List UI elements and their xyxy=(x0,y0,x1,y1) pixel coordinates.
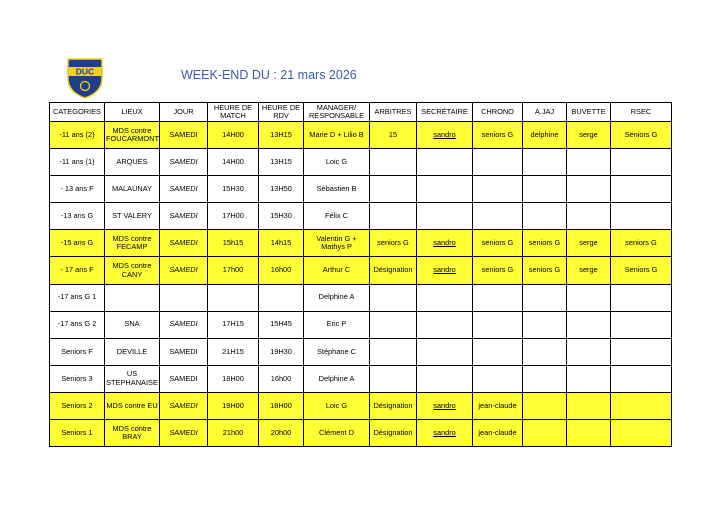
cell-rdv-time: 15H45 xyxy=(259,311,304,338)
cell-day: SAMEDI xyxy=(160,230,208,257)
cell-referees xyxy=(370,176,417,203)
cell-venue: US STEPHANAISE xyxy=(105,365,160,392)
cell-rsec xyxy=(611,311,672,338)
cell-ajaj xyxy=(523,176,567,203)
cell-day: SAMEDI xyxy=(160,149,208,176)
table-row xyxy=(50,365,672,392)
cell-rdv-time: 20h00 xyxy=(259,420,304,447)
cell-manager: Loic G xyxy=(304,149,370,176)
cell-category: -13 ans G xyxy=(50,203,105,230)
cell-rsec: Seniors G xyxy=(611,122,672,149)
cell-rsec: seniors G xyxy=(611,230,672,257)
cell-referees: Désignation xyxy=(370,420,417,447)
cell-day xyxy=(160,284,208,311)
cell-rdv-time: 16h00 xyxy=(259,257,304,284)
cell-venue: MDS contre FOUCARMONT xyxy=(105,122,160,149)
cell-ajaj: seniors G xyxy=(523,230,567,257)
cell-rsec: Seniors G xyxy=(611,257,672,284)
cell-buvette xyxy=(567,311,611,338)
cell-manager: Sébastien B xyxy=(304,176,370,203)
cell-match-time: 21H15 xyxy=(208,338,259,365)
cell-category: Seniors 3 xyxy=(50,365,105,392)
cell-rsec xyxy=(611,203,672,230)
cell-referees: seniors G xyxy=(370,230,417,257)
cell-ajaj xyxy=(523,392,567,419)
table-row xyxy=(50,176,672,203)
cell-venue: MALAUNAY xyxy=(105,176,160,203)
header-match-time: HEURE DE MATCH xyxy=(208,103,259,122)
cell-manager: Delphine A xyxy=(304,365,370,392)
cell-rsec xyxy=(611,176,672,203)
cell-secretary xyxy=(417,176,473,203)
cell-chrono: seniors G xyxy=(473,230,523,257)
cell-ajaj xyxy=(523,338,567,365)
cell-buvette xyxy=(567,365,611,392)
cell-match-time: 17H15 xyxy=(208,311,259,338)
cell-buvette: serge xyxy=(567,122,611,149)
cell-secretary: sandro xyxy=(417,392,473,419)
cell-match-time: 18H00 xyxy=(208,365,259,392)
cell-category: -11 ans (2) xyxy=(50,122,105,149)
cell-referees xyxy=(370,149,417,176)
cell-chrono: seniors G xyxy=(473,257,523,284)
cell-day: SAMEDI xyxy=(160,203,208,230)
header-rsec: RSEC xyxy=(611,103,672,122)
cell-day: SAMEDI xyxy=(160,392,208,419)
cell-buvette xyxy=(567,338,611,365)
cell-match-time: 17H00 xyxy=(208,203,259,230)
cell-category: -17 ans G 1 xyxy=(50,284,105,311)
cell-manager: Eric P xyxy=(304,311,370,338)
header-venue: LIEUX xyxy=(105,103,160,122)
header-category: CATEGORIES xyxy=(50,103,105,122)
cell-category: -11 ans (1) xyxy=(50,149,105,176)
cell-buvette xyxy=(567,420,611,447)
cell-referees xyxy=(370,203,417,230)
cell-rsec xyxy=(611,365,672,392)
table-row xyxy=(50,311,672,338)
cell-rdv-time: 15H30 xyxy=(259,203,304,230)
cell-category: - 17 ans F xyxy=(50,257,105,284)
cell-category: Seniors 1 xyxy=(50,420,105,447)
cell-chrono: jean-claude xyxy=(473,392,523,419)
table-row xyxy=(50,203,672,230)
cell-ajaj xyxy=(523,365,567,392)
cell-manager: Arthur C xyxy=(304,257,370,284)
cell-day: SAMEDI xyxy=(160,122,208,149)
cell-secretary xyxy=(417,338,473,365)
cell-rdv-time: 13H15 xyxy=(259,122,304,149)
cell-chrono xyxy=(473,365,523,392)
cell-match-time xyxy=(208,284,259,311)
cell-buvette xyxy=(567,392,611,419)
cell-manager: Félix C xyxy=(304,203,370,230)
cell-manager: Clément D xyxy=(304,420,370,447)
cell-referees xyxy=(370,284,417,311)
cell-manager: Delphine A xyxy=(304,284,370,311)
cell-referees xyxy=(370,365,417,392)
cell-venue: MDS contre CANY xyxy=(105,257,160,284)
cell-manager: Valentin G + Mathys P xyxy=(304,230,370,257)
cell-referees xyxy=(370,338,417,365)
cell-secretary: sandro xyxy=(417,257,473,284)
cell-referees: Désignation xyxy=(370,392,417,419)
cell-rsec xyxy=(611,420,672,447)
cell-chrono: seniors G xyxy=(473,122,523,149)
table-row xyxy=(50,149,672,176)
header-chrono: CHRONO xyxy=(473,103,523,122)
logo-text: DUC xyxy=(75,66,95,77)
cell-rsec xyxy=(611,392,672,419)
cell-secretary xyxy=(417,203,473,230)
cell-referees: Désignation xyxy=(370,257,417,284)
schedule-table xyxy=(49,102,672,447)
header-ajaj: A.JAJ xyxy=(523,103,567,122)
cell-match-time: 14H00 xyxy=(208,149,259,176)
cell-ajaj: seniors G xyxy=(523,257,567,284)
cell-referees xyxy=(370,311,417,338)
cell-match-time: 19H00 xyxy=(208,392,259,419)
cell-rdv-time: 18H00 xyxy=(259,392,304,419)
cell-manager: Stéphane C xyxy=(304,338,370,365)
header-day: JOUR xyxy=(160,103,208,122)
cell-category: - 13 ans F xyxy=(50,176,105,203)
cell-secretary xyxy=(417,149,473,176)
cell-rsec xyxy=(611,149,672,176)
cell-category: Seniors F xyxy=(50,338,105,365)
cell-match-time: 15h15 xyxy=(208,230,259,257)
header-manager: MANAGER/ RESPONSABLE xyxy=(304,103,370,122)
cell-chrono xyxy=(473,338,523,365)
cell-chrono xyxy=(473,176,523,203)
cell-match-time: 14H00 xyxy=(208,122,259,149)
cell-day: SAMEDI xyxy=(160,176,208,203)
cell-buvette xyxy=(567,149,611,176)
cell-chrono xyxy=(473,203,523,230)
table-row xyxy=(50,392,672,419)
cell-buvette: serge xyxy=(567,230,611,257)
cell-secretary xyxy=(417,284,473,311)
cell-secretary xyxy=(417,365,473,392)
header-row xyxy=(50,103,672,122)
cell-venue: ST VALERY xyxy=(105,203,160,230)
cell-venue: DEVILLE xyxy=(105,338,160,365)
cell-day: SAMEDI xyxy=(160,257,208,284)
cell-chrono: jean-claude xyxy=(473,420,523,447)
club-logo xyxy=(66,57,104,99)
cell-chrono xyxy=(473,149,523,176)
cell-match-time: 15H30 xyxy=(208,176,259,203)
table-row xyxy=(50,420,672,447)
cell-match-time: 21h00 xyxy=(208,420,259,447)
cell-rdv-time: 14h15 xyxy=(259,230,304,257)
cell-category: -17 ans G 2 xyxy=(50,311,105,338)
cell-rdv-time: 13H50 xyxy=(259,176,304,203)
header-secretary: SECRÉTAIRE xyxy=(417,103,473,122)
cell-chrono xyxy=(473,311,523,338)
cell-venue: ARQUES xyxy=(105,149,160,176)
cell-rdv-time: 19H30 xyxy=(259,338,304,365)
cell-referees: 15 xyxy=(370,122,417,149)
cell-ajaj xyxy=(523,420,567,447)
header-buvette: BUVETTE xyxy=(567,103,611,122)
cell-day: SAMEDI xyxy=(160,311,208,338)
table-row xyxy=(50,230,672,257)
cell-buvette xyxy=(567,203,611,230)
cell-rdv-time: 13H15 xyxy=(259,149,304,176)
cell-secretary: sandro xyxy=(417,230,473,257)
cell-category: -15 ans G xyxy=(50,230,105,257)
cell-venue: MDS contre EU xyxy=(105,392,160,419)
page-title: WEEK-END DU : 21 mars 2026 xyxy=(181,68,357,82)
cell-secretary: sandro xyxy=(417,420,473,447)
table-body xyxy=(50,122,672,447)
cell-ajaj xyxy=(523,311,567,338)
cell-rdv-time: 16h00 xyxy=(259,365,304,392)
cell-manager: Loic G xyxy=(304,392,370,419)
cell-venue xyxy=(105,284,160,311)
cell-category: Seniors 2 xyxy=(50,392,105,419)
header-rdv-time: HEURE DE RDV xyxy=(259,103,304,122)
cell-venue: MDS contre FECAMP xyxy=(105,230,160,257)
cell-buvette xyxy=(567,284,611,311)
cell-secretary xyxy=(417,311,473,338)
cell-rdv-time xyxy=(259,284,304,311)
table-row xyxy=(50,284,672,311)
cell-day: SAMEDI xyxy=(160,420,208,447)
cell-venue: MDS contre BRAY xyxy=(105,420,160,447)
cell-rsec xyxy=(611,338,672,365)
cell-day: SAMEDI xyxy=(160,338,208,365)
cell-ajaj xyxy=(523,149,567,176)
cell-chrono xyxy=(473,284,523,311)
cell-ajaj xyxy=(523,203,567,230)
table-row xyxy=(50,338,672,365)
cell-secretary: sandro xyxy=(417,122,473,149)
table-row xyxy=(50,122,672,149)
cell-ajaj: delphine xyxy=(523,122,567,149)
cell-match-time: 17h00 xyxy=(208,257,259,284)
cell-ajaj xyxy=(523,284,567,311)
cell-day: SAMEDI xyxy=(160,365,208,392)
header-referees: ARBITRES xyxy=(370,103,417,122)
cell-manager: Marie D + Lilio B xyxy=(304,122,370,149)
table-row xyxy=(50,257,672,284)
cell-buvette xyxy=(567,176,611,203)
cell-buvette: serge xyxy=(567,257,611,284)
cell-venue: SNA xyxy=(105,311,160,338)
cell-rsec xyxy=(611,284,672,311)
